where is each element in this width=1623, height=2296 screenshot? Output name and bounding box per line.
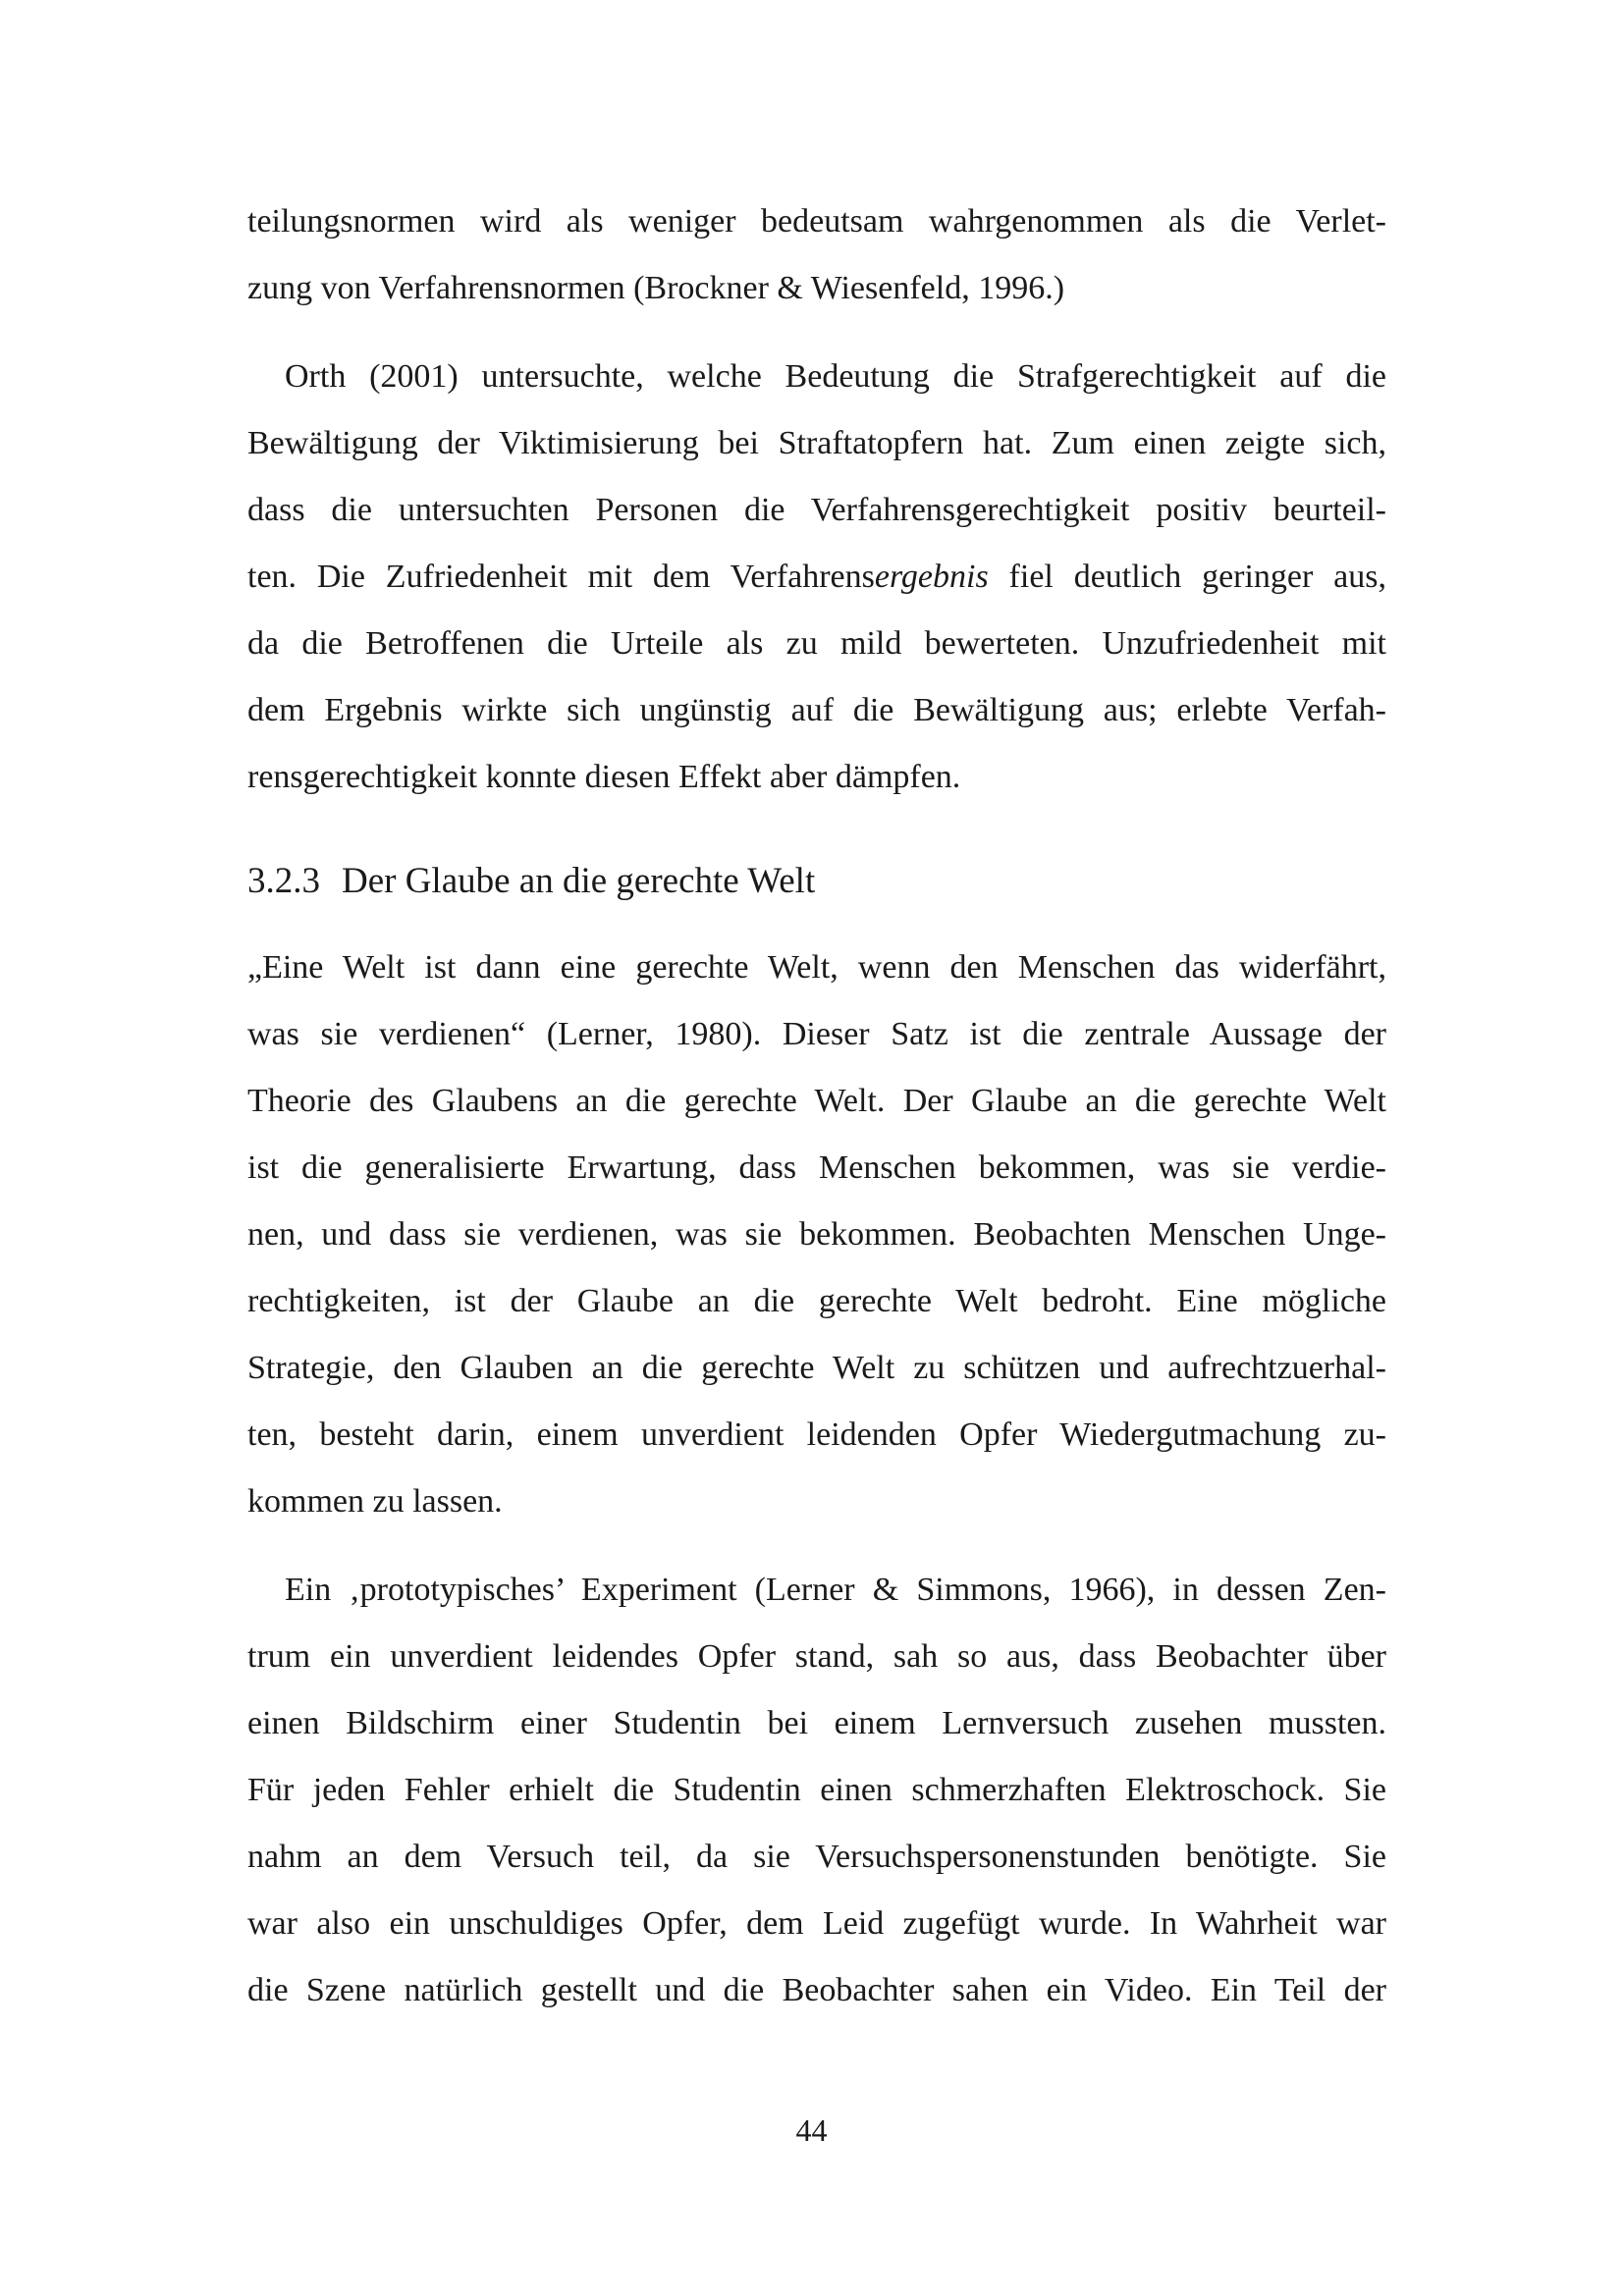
paragraph-3-line-3: Theorie des Glaubens an die gerechte Welt. Der Glaube an die gerechte Welt bbox=[247, 1083, 1386, 1119]
paragraph-3-line-8: ten, besteht darin, einem unverdient leidenden Opfer Wiedergutmachung zu- bbox=[247, 1416, 1386, 1453]
section-title: Der Glaube an die gerechte Welt bbox=[342, 861, 816, 901]
paragraph-3-line-6: rechtigkeiten, ist der Glaube an die gerechte Welt bedroht. Eine mögliche bbox=[247, 1283, 1386, 1319]
paragraph-2-line-4-post: fiel deutlich geringer aus, bbox=[988, 559, 1387, 595]
paragraph-3-line-5: nen, und dass sie verdienen, was sie bekommen. Beobachten Menschen Unge- bbox=[247, 1216, 1386, 1253]
paragraph-3-line-1: „Eine Welt ist dann eine gerechte Welt, wenn den Menschen das widerfährt, bbox=[247, 949, 1386, 986]
paragraph-1-line-2: zung von Verfahrensnormen (Brockner & Wiesenfeld, 1996.) bbox=[247, 270, 1065, 306]
paragraph-4-line-2: trum ein unverdient leidendes Opfer stand, sah so aus, dass Beobachter über bbox=[247, 1638, 1386, 1675]
paragraph-3-line-9: kommen zu lassen. bbox=[247, 1483, 503, 1520]
paragraph-4-line-7: die Szene natürlich gestellt und die Beobachter sahen ein Video. Ein Teil der bbox=[247, 1972, 1386, 2008]
page-number: 44 bbox=[795, 2112, 828, 2148]
paragraph-2-line-5: da die Betroffenen die Urteile als zu mild bewerteten. Unzufriedenheit mit bbox=[247, 625, 1386, 662]
paragraph-2-line-1: Orth (2001) untersuchte, welche Bedeutung die Strafgerechtigkeit auf die bbox=[285, 358, 1386, 395]
emphasis-ergebnis: ergebnis bbox=[874, 559, 989, 595]
paragraph-2-line-2: Bewältigung der Viktimisierung bei Straftatopfern hat. Zum einen zeigte sich, bbox=[247, 425, 1386, 461]
paragraph-3-line-7: Strategie, den Glauben an die gerechte Welt zu schützen und aufrechtzuerhal- bbox=[247, 1350, 1386, 1386]
paragraph-4-line-4: Für jeden Fehler erhielt die Studentin einen schmerzhaften Elektroschock. Sie bbox=[247, 1772, 1386, 1808]
paragraph-3-line-2: was sie verdienen“ (Lerner, 1980). Dieser Satz ist die zentrale Aussage der bbox=[247, 1016, 1386, 1052]
paragraph-2-line-6: dem Ergebnis wirkte sich ungünstig auf die Bewältigung aus; erlebte Verfah- bbox=[247, 692, 1386, 728]
paragraph-4-line-5: nahm an dem Versuch teil, da sie Versuchspersonenstunden benötigte. Sie bbox=[247, 1839, 1386, 1875]
paragraph-1-line-1: teilungsnormen wird als weniger bedeutsam wahrgenommen als die Verlet- bbox=[247, 203, 1386, 240]
paragraph-4-line-1: Ein ‚prototypisches’ Experiment (Lerner & Simmons, 1966), in dessen Zen- bbox=[285, 1572, 1386, 1608]
paragraph-2-line-3: dass die untersuchten Personen die Verfahrensgerechtigkeit positiv beurteil- bbox=[247, 492, 1386, 528]
section-heading bbox=[247, 860, 1386, 903]
paragraph-2-line-4-pre: ten. Die Zufriedenheit mit dem Verfahrens bbox=[247, 559, 875, 595]
paragraph-3-line-4: ist die generalisierte Erwartung, dass Menschen bekommen, was sie verdie- bbox=[247, 1149, 1386, 1186]
paragraph-2-line-4 bbox=[247, 558, 1386, 597]
paragraph-4-line-6: war also ein unschuldiges Opfer, dem Leid zugefügt wurde. In Wahrheit war bbox=[247, 1905, 1386, 1942]
section-number: 3.2.3 bbox=[247, 861, 320, 901]
paragraph-2-line-7: rensgerechtigkeit konnte diesen Effekt aber dämpfen. bbox=[247, 759, 961, 795]
paragraph-4-line-3: einen Bildschirm einer Studentin bei einem Lernversuch zusehen mussten. bbox=[247, 1705, 1386, 1741]
